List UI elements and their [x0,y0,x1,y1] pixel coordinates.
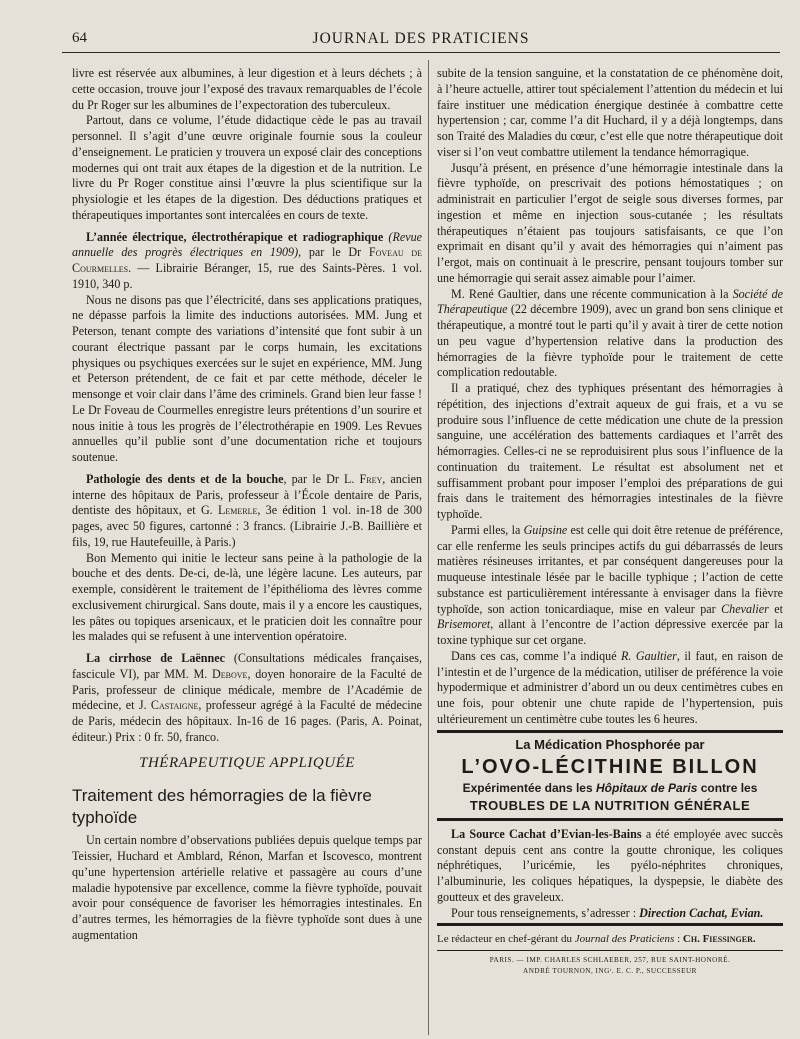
review-title: Pathologie des dents et de la bouche [86,471,284,486]
article-text: Dans ces cas, comme l’a indiqué [451,648,622,663]
review-author: Frey [359,471,383,486]
review-text: , par le Dr [298,245,369,260]
right-column [437,66,783,977]
left-column [72,66,422,944]
page-number: 64 [72,30,87,46]
ad-product-name: L’OVO-LÉCITHINE BILLON [461,756,759,779]
page-header [62,28,780,53]
ad2-title: La Source Cachat d’Evian-les-Bains [451,826,642,841]
review-text: . — Librairie Béranger, 15, rue des Saints-Pères. 1 vol. 1910, 340 p. [72,261,422,291]
review-text: , par le Dr L. [283,471,360,486]
credit-journal: Journal des Praticiens [574,933,675,946]
article-paragraph-5: Il a pratiqué, chez des typhiques présentant des hémorragies à répétition, des injections d’extrait aqueux de gui frais, et a vu se produire sous l’influence de cette médication une chute de la pression sanguine, une accélération des battements cardiaques et l’arrêt des hémorragies. Celles-ci ne se reproduisirent plus sous l’influence de la continuation du traitement. Le résultat est absolument net et suffisamment probant pour imposer l’emploi des préparations de gui frais dans le traitement des hémorragies intestinales de la fièvre typhoïde. [437,381,783,521]
article-text: , allant à l’encontre de l’action dépressive exercée par la toxine typhique sur cet organe. [437,617,783,647]
review-subtitle: (Revue annuelle des progrès électriques en 1909) [72,229,422,260]
ad-line-1: La Médication Phosphorée par [515,736,705,752]
ad-line-3 [437,781,783,797]
article-italic: Société de Thérapeutique [437,286,783,317]
article-paragraph-2: subite de la tension sanguine, et la constatation de ce phénomène doit, à l’heure actuelle, attirer tout spécialement l’attention du médecin et lui faire instituer une médication énergique destinée à combattre cette hypertension ; car, comme l’a dit Huchard, il y a déjà longtemps, dans son Traité des Maladies du cœur, c’est elle que notre thérapeutique doit viser si l’on veut combattre utilement la tendance hémorragique. [437,66,783,159]
article-text: M. René Gaultier, dans une récente communication à la [451,286,733,301]
review-pathologie-body: Bon Memento qui initie le lecteur sans peine à la pathologie de la bouche et des dents. De-ci, de-là, une légère lacune. Les auteurs, par exemple, considèrent le traitement de l’épithélioma des lèvres comme exclusivement chirurgical. Sans doute, mais il y a encore les caustiques, les pâtes ou topiques arsenicaux, et le praticien doit les connaître pour les malades qui se refusent à une intervention opératoire. [72,550,422,644]
review-author: Foveau de Courmelles [72,245,422,275]
article-text: est celle qui doit être retenue de préférence, car elle renferme les seuls principes actifs du gui débarrassés de leurs matières résineuses irritantes, et par conséquent dangereuses pour la muqueuse intestinale lésée par le bacille typhique ; l’action de cette substance est particulièrement intéressante à envisager dans la fièvre typhoïde, son action tonicardiaque, mise en valeur par [437,522,783,616]
imprint-rule [437,950,783,951]
imprint-line-1: PARIS. — IMP. CHARLES SCHLAEBER, 257, RUE SAINT-HONORÉ. [489,956,731,964]
ad-ovo-lecithine [437,737,783,814]
ad-italic: Hôpitaux de Paris [596,781,698,796]
ad2-text: a été employée avec succès constant depuis cent ans contre la goutte chronique, les coliques néphrétiques, l’uricémie, les pyélo-néphrites chroniques, l’albuminurie, les coliques hépatiques, la dyspepsie, le diabète des goutteux et des graveleux. [437,826,783,904]
journal-title: JOURNAL DES PRATICIENS [312,30,530,47]
article-text: , il faut, en raison de l’intestin et de l’urgence de la médication, utiliser de préférence la voie hypodermique et administrer d’abord un ou deux centimètres cubes en une fois, pour obtenir une chute rapide de l’hypertension, puis ultérieurement un centimètre cube toutes les 6 heures. [437,648,784,726]
ad2-contact [437,906,783,922]
intro-paragraph-2: Partout, dans ce volume, l’étude didactique cède le pas au travail personnel. Il s’agit d’une œuvre originale fournie sous la couleur d’enseignement. Le praticien y trouvera un exposé clair des conceptions modernes qui ont trait aux étapes de la digestion et de la nutrition. Le livre du Pr Roger constitue ainsi l’œuvre la plus scientifique sur la physiologie et les étapes de la digestion. Des déductions pratiques et thérapeutiques importantes sont intercalées en cours de texte. [72,113,422,222]
review-text: , 3e édition 1 vol. in-18 de 300 pages, avec 50 figures, cartonné : 3 francs. (Librairie J.-B. Baillière et fils, 19, rue Hautefeuille, à Paris.) [72,503,422,549]
review-title: L’année électrique, électrothérapique et radiographique [86,229,384,244]
article-italic: Guipsine [523,522,568,537]
review-author: Debove [212,666,248,681]
column-divider [428,60,429,1035]
review-pathologie-dents [72,472,422,551]
article-title: Traitement des hémorragies de la fièvre typhoïde [72,786,372,828]
article-paragraph-4 [437,287,783,382]
review-text: , professeur agrégé à la Faculté de médecine de Paris, médecin des hôpitaux. In-16 de 16 pages. (Paris, A. Poinat, éditeur.) Prix : 0 fr. 50, franco. [72,698,422,744]
imprint-line-2: ANDRÉ TOURNON, INGʳ. E. C. P., SUCCESSEUR [523,967,697,975]
ad-text: Expérimentée dans les [462,781,596,796]
article-paragraph-7 [437,649,783,728]
review-title: La cirrhose de Laënnec [86,651,225,665]
intro-paragraph-1: livre est réservée aux albumines, à leur digestion et à leurs déchets ; à cette occasion, trouve jour l’exposé des travaux remarquables de l’école du Pr Roger sur les albumines de l’expectoration des tuberculeux. [72,66,422,112]
ad-source-cachat [437,827,783,906]
ad-rule-middle [437,818,783,821]
review-text: (Consultations médicales françaises, fascicule VI), par MM. M. [72,651,422,681]
review-text: , ancien interne des hôpitaux de Paris, professeur à l’École dentaire de Paris, dentiste des hôpitaux, et G. [72,471,422,518]
article-italic: Chevalier [721,601,769,616]
ad-rule-top [437,730,783,733]
ad2-contact-text: Pour tous renseignements, s’adresser : [451,905,640,920]
article-italic: R. Gaultier [621,648,677,663]
article-paragraph-6 [437,523,783,649]
ad-text: contre les [697,781,758,796]
credit-text: : [674,933,683,946]
article-paragraph-3: Jusqu’à présent, en présence d’une hémorragie intestinale dans la fièvre typhoïde, on prescrivait des potions hémostatiques ; on administrait en particulier l’ergot de seigle sous diverses formes, par ingestion et même en injection sous-cutanée ; les résultats thérapeutiques n’étaient pas toujours satisfaisants, ce que l’on exprimait en disant qu’il y avait des hémorragies qui n’aiment pas l’ergot, mais on continuait à le prescrire, pensant toujours tomber sur une hémorragie qui serait assez aimable pour l’aimer. [437,160,783,285]
review-annee-body: Nous ne disons pas que l’électricité, dans ses applications pratiques, ne dépasse parfois la limite des inductions autorisées. MM. Jung et Peterson, tenant compte des variations d’intensité que font subir à un courant électrique passant par le corps humain, les excitations physiques ou psychiques exercées sur le sujet en expérience, MM. Jung et Peterson prétendent, de ce fait et par cette méthode, déceler le mensonge et voir clair dans l’âme des criminels. Grand bien leur fasse ! Le Dr Foveau de Courmelles enregistre leurs prétentions d’un sourire et nous initie à tous les progrès de l’électrothérapie en 1909. Les Revues annuelles qu’il publie sont d’une documentation riche et toujours soutenue. [72,292,422,464]
article-text: Parmi elles, la [451,522,524,537]
review-cirrhose [72,651,422,746]
review-annee-electrique [72,230,422,293]
article-text: et [768,601,783,616]
ad-rule-bottom [437,923,783,926]
section-heading: THÉRAPEUTIQUE APPLIQUÉE [139,754,355,771]
credit-text: Le rédacteur en chef-gérant du [437,933,575,946]
imprint [437,955,783,977]
article-paragraph-1: Un certain nombre d’observations publiées depuis quelque temps par Teissier, Huchard et Amblard, Rénon, Marfan et Iscovesco, montrent qu’une hypertension artérielle relative et passagère au cours d’une maladie hypotensive par excellence, comme la fièvre typhoïde, pouvait avoir pour conséquence de favoriser les hémorragies intestinales. En d’autres termes, les hémorragies de la fièvre typhoïde sont dues à une augmentation [72,833,422,942]
ad-line-4: TROUBLES DE LA NUTRITION GÉNÉRALE [469,798,751,813]
review-author: Lemerle [217,503,258,518]
article-italic: Brisemoret [437,617,491,632]
review-author: Castaigne [150,698,199,713]
credit-editor-name: Ch. Fiessinger. [682,933,756,946]
article-text: (22 décembre 1909), avec un grand bon sens clinique et thérapeutique, a montré tout le parti qu’il y avait à tirer de cette notion un peu vague d’hypertension relative dans la production des hémorragies de la fièvre typhoïde pour le traitement de cette complication redoutable. [437,302,783,380]
editor-credit [437,932,783,948]
review-text: , doyen honoraire de la Faculté de Paris, professeur de clinique médicale, membre de l’Académie de médecine, et J. [72,666,422,713]
ad2-contact-name: Direction Cachat, Evian. [639,905,764,920]
